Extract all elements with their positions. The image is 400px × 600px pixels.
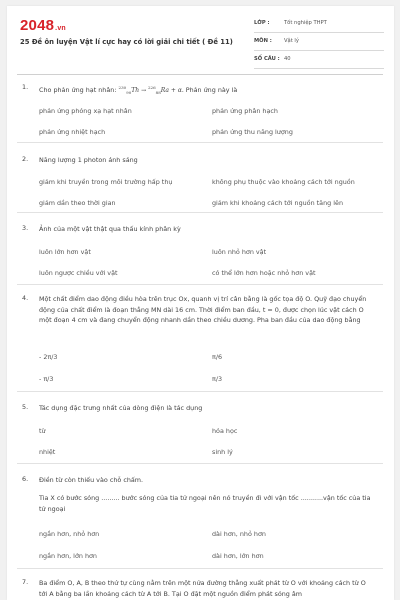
logo-suffix: .vn <box>55 25 66 32</box>
meta-value: Tốt nghiệp THPT <box>284 20 327 26</box>
question-divider <box>17 212 383 213</box>
option-b[interactable]: luôn nhỏ hơn vật <box>212 248 267 256</box>
option-b[interactable]: dài hơn, nhỏ hơn <box>212 530 266 538</box>
meta-row-subject <box>254 33 384 51</box>
question-stem: Năng lượng 1 photon ánh sáng <box>39 156 138 164</box>
meta-key: LỚP : <box>254 20 270 26</box>
question-divider <box>17 284 383 285</box>
option-d[interactable]: giảm khi khoảng cách tới nguồn tăng lên <box>212 199 343 207</box>
option-c[interactable]: nhiệt <box>39 448 56 456</box>
stem-suffix: Phản ứng này là <box>185 86 238 94</box>
meta-row-count <box>254 51 384 69</box>
question-stem: Tác dụng đặc trưng nhất của dòng điện là tác dụng <box>39 404 203 412</box>
question-stem: Ảnh của một vật thật qua thấu kính phân kỳ <box>39 225 181 233</box>
question-divider <box>17 568 383 569</box>
option-d[interactable]: sinh lý <box>212 448 233 456</box>
option-c[interactable]: giảm dần theo thời gian <box>39 199 116 207</box>
question-divider <box>17 463 383 464</box>
option-b[interactable]: không phụ thuộc vào khoảng cách tới nguồn <box>212 178 355 186</box>
option-b[interactable]: hóa học <box>212 427 238 435</box>
question-number: 4. <box>22 294 29 302</box>
question-stem <box>39 83 371 99</box>
site-logo[interactable] <box>20 17 66 34</box>
question-number: 7. <box>22 578 29 586</box>
exam-page <box>7 6 394 600</box>
option-a[interactable]: - 2π/3 <box>39 353 58 361</box>
option-c[interactable]: phản ứng nhiệt hạch <box>39 128 106 136</box>
question-fill-blank: Tia X có bước sóng ......... bước sóng của tia tử ngoại nên nó truyền đi với vận tốc ...........vận tốc của tia tử ngoại <box>39 494 371 513</box>
option-b[interactable]: phản ứng phân hạch <box>212 107 278 115</box>
option-d[interactable]: π/3 <box>212 375 223 383</box>
question-number: 6. <box>22 475 29 483</box>
question-number: 5. <box>22 403 29 411</box>
header-divider <box>17 74 383 75</box>
question-number: 1. <box>22 83 29 91</box>
question-divider <box>17 142 383 143</box>
question-stem: Điền từ còn thiếu vào chỗ chấm. <box>39 476 144 484</box>
logo-main: 2048 <box>20 17 55 34</box>
option-c[interactable]: ngắn hơn, lớn hơn <box>39 552 97 560</box>
meta-row-class <box>254 15 384 33</box>
option-c[interactable]: luôn ngược chiều với vật <box>39 269 118 277</box>
option-a[interactable]: từ <box>39 427 46 435</box>
meta-value: 40 <box>284 56 291 62</box>
meta-key: SỐ CÂU : <box>254 56 280 62</box>
exam-title: 25 Đề ôn luyện Vật lí cực hay có lời giải chi tiết ( Đề 11) <box>20 38 233 46</box>
option-d[interactable]: dài hơn, lớn hơn <box>212 552 264 560</box>
question-stem: Một chất điểm dao động điều hòa trên trục Ox, quanh vị trí cân bằng là gốc tọa độ O. Quỹ đạo chuyển động của chất điểm là đoạn thẳng MN dài 16 cm. Thời điểm ban đầu, t = 0, được chọn lúc vật cách O một đoạn 4 cm và đang chuyển động nhanh dần theo chiều dương. Pha ban đầu của dao động bằng <box>39 295 367 324</box>
meta-value: Vật lý <box>284 38 299 44</box>
option-a[interactable]: giảm khi truyền trong môi trường hấp thụ <box>39 178 173 186</box>
option-a[interactable]: luôn lớn hơn vật <box>39 248 91 256</box>
reaction-formula: $^{230}_{90}$Th → $^{226}_{88}$Ra + α. <box>118 85 184 96</box>
option-a[interactable]: ngắn hơn, nhỏ hơn <box>39 530 100 538</box>
stem-prefix: Cho phản ứng hạt nhân: <box>39 86 117 94</box>
exam-meta <box>254 15 384 69</box>
question-number: 2. <box>22 155 29 163</box>
meta-key: MÔN : <box>254 38 272 44</box>
option-a[interactable]: phản ứng phóng xạ hạt nhân <box>39 107 132 115</box>
option-d[interactable]: có thể lớn hơn hoặc nhỏ hơn vật <box>212 269 316 277</box>
question-number: 3. <box>22 224 29 232</box>
option-b[interactable]: π/6 <box>212 353 223 361</box>
option-c[interactable]: - π/3 <box>39 375 54 383</box>
question-divider <box>17 391 383 392</box>
exam-header <box>7 6 394 68</box>
option-d[interactable]: phản ứng thu năng lượng <box>212 128 293 136</box>
question-stem: Ba điểm O, A, B theo thứ tự cùng nằm trên một nửa đường thẳng xuất phát từ O với khoảng cách từ O tới A bằng ba lần khoảng cách từ A tới B. Tại O đặt một nguồn điểm phát sóng âm <box>39 579 366 598</box>
